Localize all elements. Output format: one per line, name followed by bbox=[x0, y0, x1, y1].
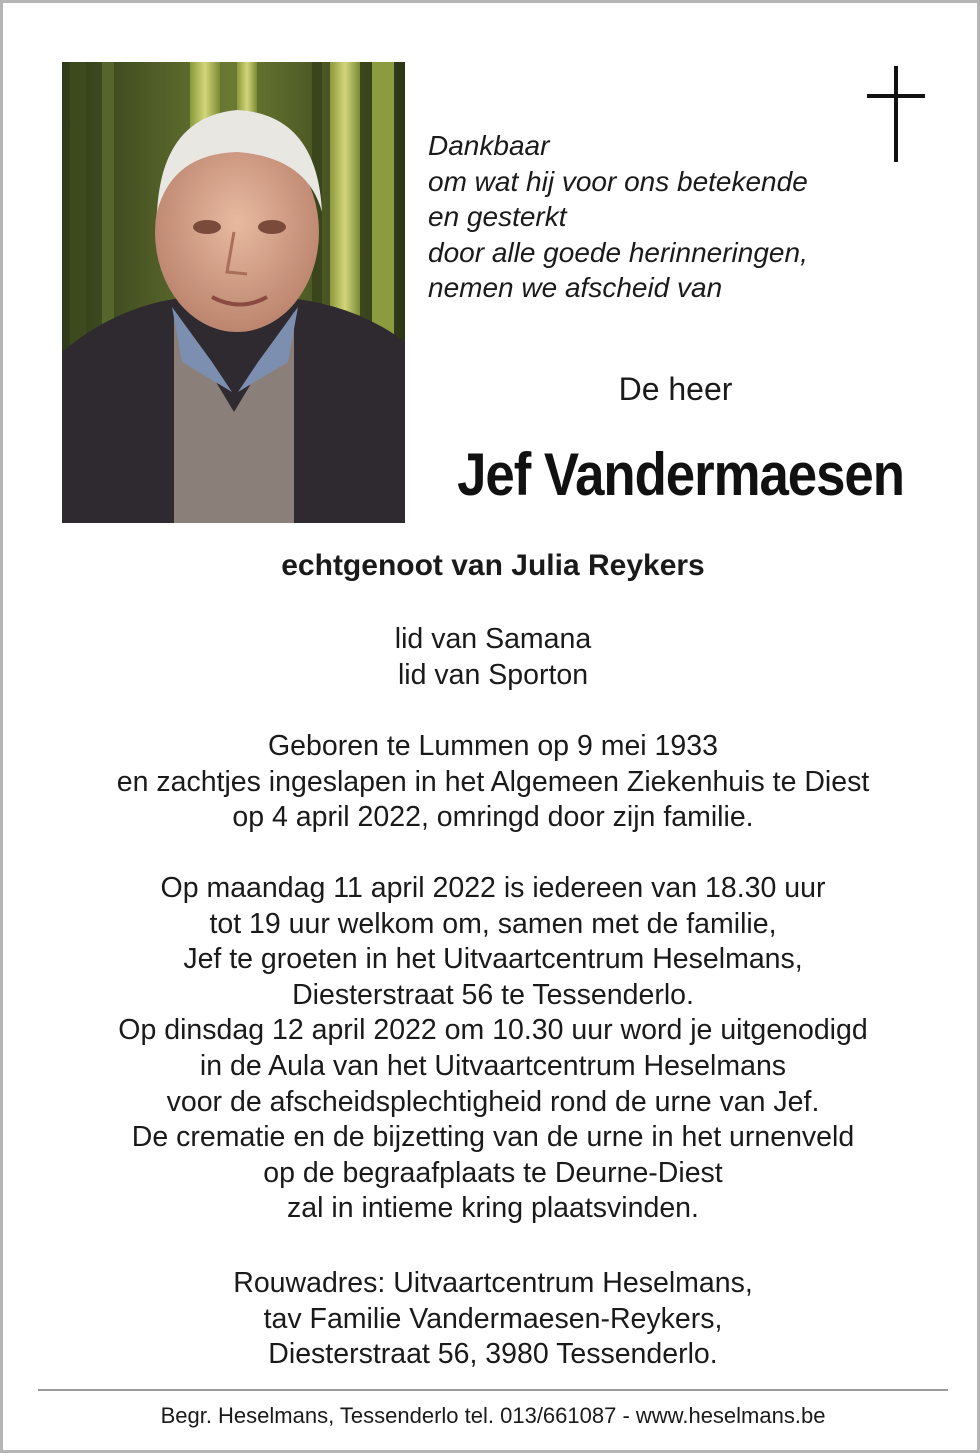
text-line: en zachtjes ingeslapen in het Algemeen Ziekenhuis te Diest bbox=[116, 765, 870, 798]
text-line: voor de afscheidsplechtigheid rond de urne van Jef. bbox=[166, 1085, 820, 1118]
text-line: Jef te groeten in het Uitvaartcentrum Heselmans, bbox=[183, 943, 803, 976]
quote-line: om wat hij voor ons betekende bbox=[428, 165, 808, 197]
text-line: op de begraafplaats te Deurne-Diest bbox=[263, 1156, 723, 1189]
mourning-address bbox=[3, 1266, 980, 1373]
text-line: Op maandag 11 april 2022 is iedereen van 18.30 uur bbox=[160, 872, 826, 904]
memberships bbox=[3, 622, 980, 693]
title-prefix: De heer bbox=[618, 371, 733, 407]
spouse-line: echtgenoot van Julia Reykers bbox=[281, 549, 705, 582]
quote-line: nemen we afscheid van bbox=[428, 272, 723, 303]
quote-line: door alle goede herinneringen, bbox=[428, 236, 808, 268]
quote-line: Dankbaar bbox=[428, 130, 550, 161]
funeral-home-footer: Begr. Heselmans, Tessenderlo tel. 013/661087 - www.heselmans.be bbox=[160, 1403, 826, 1428]
membership-line: lid van Samana bbox=[394, 623, 592, 655]
membership-line: lid van Sporton bbox=[397, 658, 589, 691]
text-line: in de Aula van het Uitvaartcentrum Heselmans bbox=[199, 1049, 787, 1082]
text-line: De crematie en de bijzetting van de urne in het urnenveld bbox=[131, 1121, 855, 1154]
ceremony-paragraph bbox=[3, 871, 980, 1227]
portrait-illustration bbox=[62, 62, 405, 523]
portrait-photo bbox=[62, 62, 405, 523]
address-line: Diesterstraat 56, 3980 Tessenderlo. bbox=[268, 1338, 718, 1371]
text-line: Op dinsdag 12 april 2022 om 10.30 uur word je uitgenodigd bbox=[118, 1014, 868, 1047]
opening-quote bbox=[428, 128, 908, 306]
text-line: Diesterstraat 56 te Tessenderlo. bbox=[292, 978, 694, 1011]
text-line: zal in intieme kring plaatsvinden. bbox=[287, 1192, 699, 1225]
address-line: Rouwadres: Uitvaartcentrum Heselmans, bbox=[233, 1267, 753, 1299]
birth-death-paragraph bbox=[3, 729, 980, 836]
text-line: op 4 april 2022, omringd door zijn familie. bbox=[232, 801, 754, 834]
quote-line: en gesterkt bbox=[428, 201, 567, 232]
footer-divider bbox=[38, 1389, 948, 1391]
text-line: tot 19 uur welkom om, samen met de familie, bbox=[209, 907, 777, 940]
text-line: Geboren te Lummen op 9 mei 1933 bbox=[268, 730, 718, 762]
deceased-name: Jef Vandermaesen bbox=[457, 441, 904, 508]
address-line: tav Familie Vandermaesen-Reykers, bbox=[263, 1302, 723, 1335]
